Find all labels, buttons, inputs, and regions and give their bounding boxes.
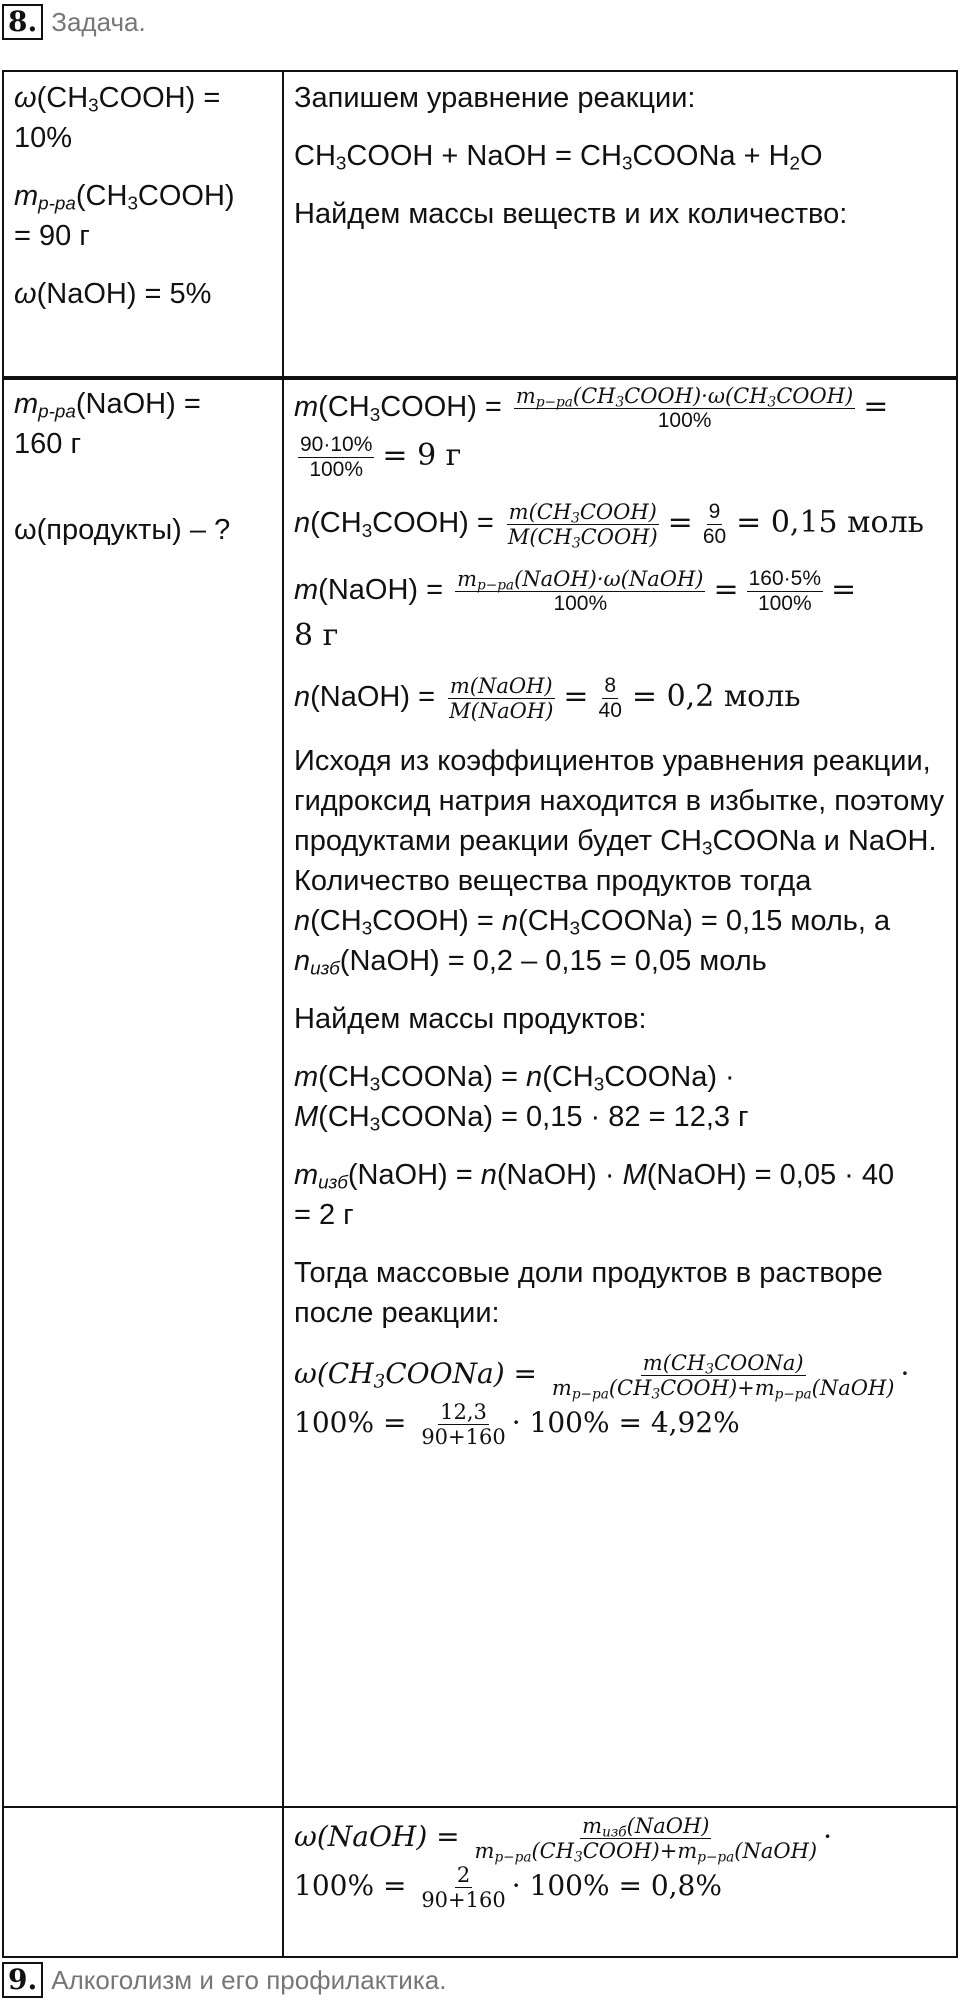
- work-cell-2: [283, 377, 957, 1807]
- task-number: 8.: [2, 4, 43, 40]
- fraction-naoh-formula: ω(NaOH) = $\frac{m_{изб}(NaOH)}{m_{р-ра}(CH_3COOH)+m_{р-ра}(NaOH)}$ · 100% = $\frac{2}{90+160}$ · 100% = 0,8%: [294, 1814, 832, 1912]
- moles-naoh-formula: n(NaOH) = $\frac{\text{m(NaOH)}}{\text{M(NaOH)}}$ = $\frac{8}{40}$ = 0,2 моль: [294, 674, 801, 723]
- mass-excess-naoh-formula: $m_{изб}(NaOH)$ = n(NaOH) · M(NaOH) = 0,05 · 40 = 2 г: [294, 1159, 895, 1231]
- given-w-acid: $\omega(CH_3COOH)$ = 10%: [14, 82, 221, 154]
- task-title-9: Алкоголизм и его профилактика.: [51, 1964, 447, 1995]
- work-cell: [283, 71, 957, 379]
- mass-salt-formula: $m(CH_3COONa)$ = $n(CH_3COONa)$ · $M(CH_3COONa) = 0,15 \cdot 82 = 12,3$ г: [294, 1061, 749, 1135]
- fraction-salt-formula: $\omega(CH_3COONa)$ = $\frac{m(CH_3COONa)}{m_{р-ра}(CH_3COOH)+m_{р-ра}(NaOH)}$ · 100% = $\frac{12,3}{90+160}$ · 100% = 4,92%: [294, 1351, 910, 1449]
- mass-fractions-text: Тогда массовые доли продуктов в растворе после реакции:: [294, 1257, 883, 1329]
- intro-text: Запишем уравнение реакции:: [294, 82, 696, 114]
- explanation-text: Исходя из коэффициентов уравнения реакции, гидроксид натрия находится в избытке, поэтому продуктами реакции будет $CH_3COONa$ и NaOH. Количество вещества продуктов тогда $n(CH_3COOH)$ = $n(CH_3COONa) = 0,15$ моль, а $n_{изб}(NaOH) = 0,2 - 0,15 = 0,05$ моль: [294, 745, 945, 979]
- find-text: ω(продукты) – ?: [14, 514, 231, 546]
- solution-table-top: [2, 70, 958, 380]
- solution-table-bottom: [2, 1806, 958, 1958]
- moles-acid-formula: $n(CH_3COOH)$ = $\frac{m(CH_3COOH)}{M(CH_3COOH)}$ = $\frac{9}{60}$ = 0,15 моль: [294, 500, 924, 552]
- given-m-acid: $m_{р-ра}(CH_3COOH)$ = 90 г: [14, 180, 235, 252]
- mass-acid-formula: $m(CH_3COOH)$ = $\frac{m_{р-ра}(CH_3COOH)\cdot\omega(CH_3COOH)}{100\%}$ = $\frac{90\cdot 10\%}{100\%}$ = 9 г: [294, 384, 889, 481]
- given-m-naoh: $m_{р-ра}(NaOH)$ = 160 г: [14, 388, 201, 460]
- given-w-naoh: ω(NaOH) = 5%: [14, 278, 212, 310]
- mass-naoh-formula: m(NaOH) = $\frac{m_{р-ра}(NaOH)\cdot\omega(NaOH)}{100\%}$ = $\frac{160\cdot 5\%}{100\%}$ = 8 г: [294, 567, 857, 653]
- find-masses-text: Найдем массы веществ и их количество:: [294, 198, 848, 230]
- task-8-header: [2, 4, 146, 40]
- task-title: Задача.: [51, 6, 146, 37]
- work-cell-3: [283, 1807, 957, 1957]
- given-cell: [3, 71, 283, 379]
- task-9-header: [2, 1962, 446, 1998]
- task-number-9: 9.: [2, 1962, 43, 1998]
- reaction-equation: $CH_3COOH$ + NaOH = $CH_3COONa + H_2O$: [294, 140, 823, 174]
- given-cell-2: [3, 377, 283, 1807]
- product-masses-text: Найдем массы продуктов:: [294, 1003, 647, 1035]
- empty-given-cell: [3, 1807, 283, 1957]
- solution-table-main: [2, 376, 958, 1808]
